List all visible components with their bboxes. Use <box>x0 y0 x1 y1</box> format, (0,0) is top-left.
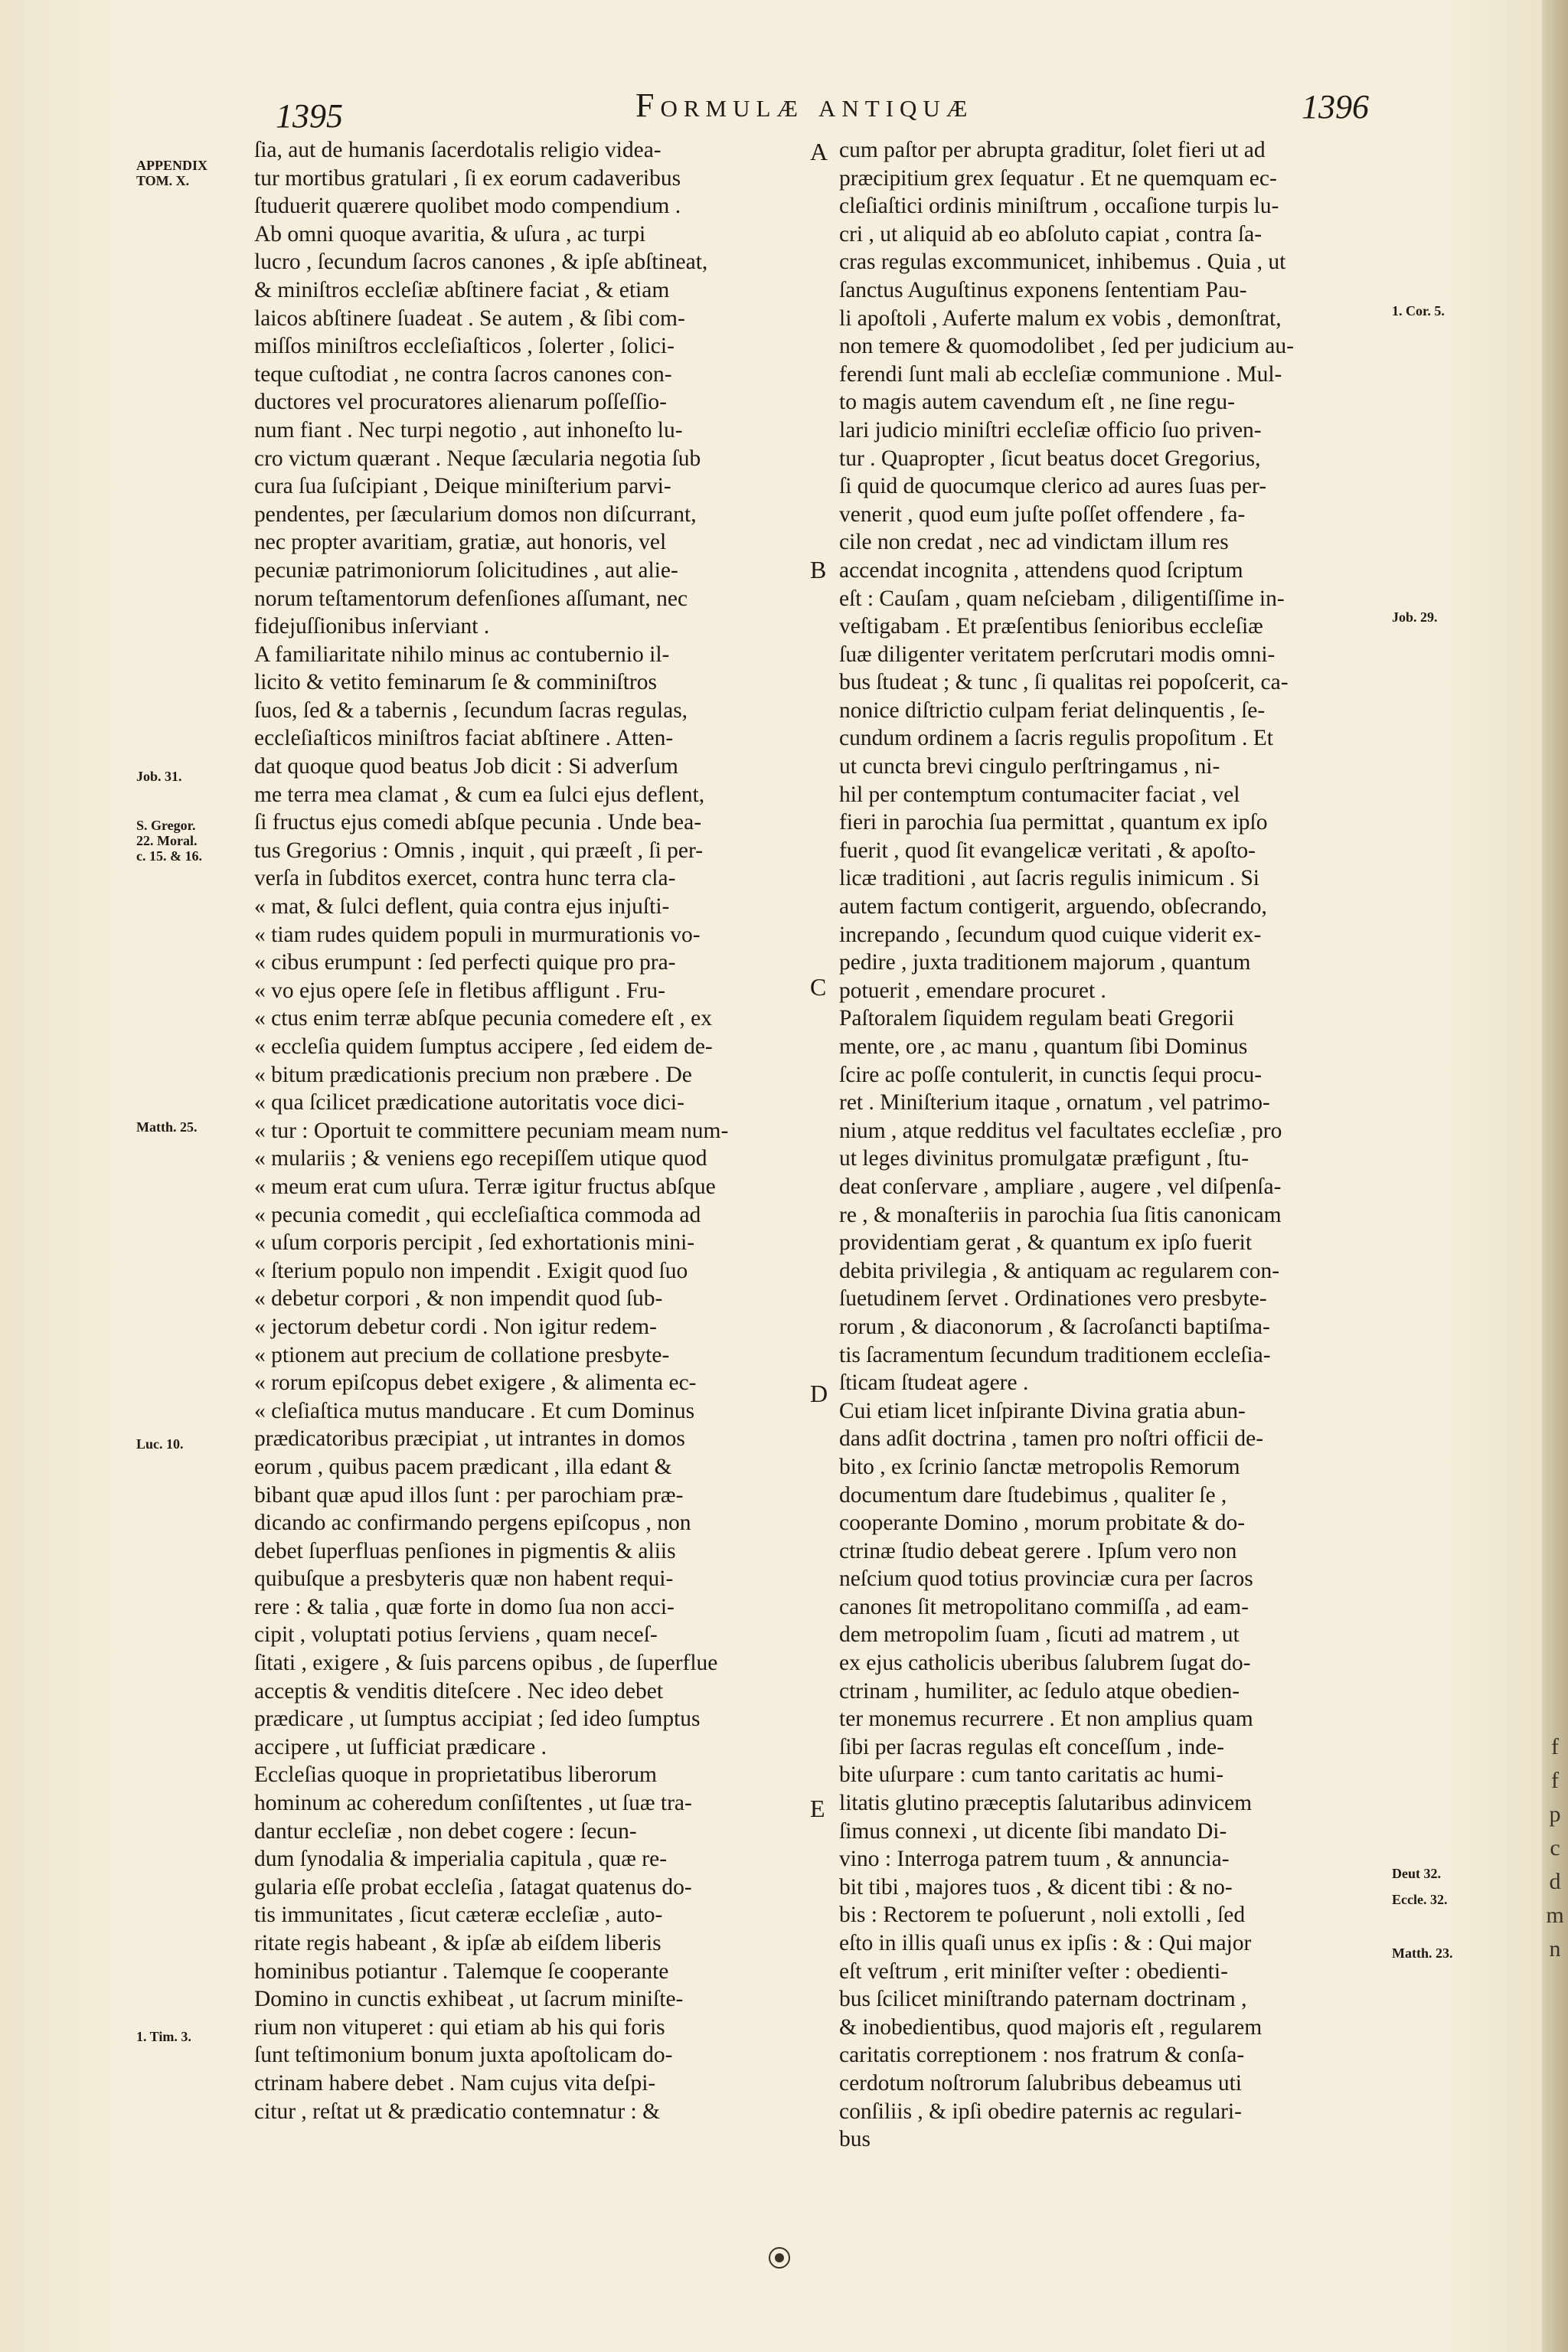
text-line: ctrinam habere debet . Nam cujus vita deſpi- <box>254 2070 656 2096</box>
text-line: « ctus enim terræ abſque pecunia comedere eſt , ex <box>254 1006 712 1031</box>
text-line: dem metropolim ſuam , ſicuti ad matrem , ut <box>839 1622 1240 1648</box>
text-line: nec propter avaritiam, gratiæ, aut honoris, vel <box>254 530 667 555</box>
text-line: debet ſuperfluas penſiones in pigmentis & aliis <box>254 1538 676 1563</box>
text-line: « ptionem aut precium de collatione presbyte- <box>254 1342 670 1367</box>
text-line: præcipitium grex ſequatur . Et ne quemquam ec- <box>839 165 1277 191</box>
text-line: ſuetudinem ſervet . Ordinationes vero presbyte- <box>839 1286 1267 1312</box>
text-line: Domino in cunctis exhibeat , ut ſacrum miniſte- <box>254 1987 684 2012</box>
text-line: cum paſtor per abrupta graditur, ſolet fieri ut ad <box>839 138 1266 162</box>
text-line: miſſos miniſtros eccleſiaſticos , ſolerter , ſolici- <box>254 334 675 359</box>
text-line: ex ejus catholicis uberibus ſalubrem ſugat do- <box>839 1651 1251 1676</box>
text-line: « bitum prædicationis precium non præbere . De <box>254 1062 692 1087</box>
text-line: bis : Rectorem te poſuerunt , noli extolli , ſed <box>839 1903 1246 1928</box>
section-letter: D <box>810 1380 828 1407</box>
text-line: acceptis & venditis diteſcere . Nec ideo debet <box>254 1678 664 1704</box>
margin-reference: Job. 31. <box>136 769 182 784</box>
margin-reference: Deut 32. <box>1392 1866 1441 1881</box>
text-line: li apoſtoli , Auferte malum ex vobis , demonſtrat, <box>839 305 1282 331</box>
text-line: bibant quæ apud illos ſunt : per parochiam præ- <box>254 1482 684 1508</box>
text-line: tus Gregorius : Omnis , inquit , qui præeſt , ſi per- <box>254 838 704 863</box>
text-line: lucro , ſecundum ſacros canones , & ipſe abſtineat, <box>254 250 708 275</box>
text-line: « eccleſia quidem ſumptus accipere , ſed eidem de- <box>254 1034 713 1059</box>
text-line: eccleſiaſticos miniſtros faciat abſtinere . Atten- <box>254 726 674 751</box>
text-line: tur mortibus gratulari , ſi ex eorum cadaveribus <box>254 165 681 191</box>
page-number-left: 1395 <box>276 97 343 135</box>
text-line: bite uſurpare : cum tanto caritatis ac humi- <box>839 1762 1224 1788</box>
text-line: nium , atque redditus vel facultates eccleſiæ , pro <box>839 1118 1282 1143</box>
text-line: teque cuſtodiat , ne contra ſacros canones con- <box>254 361 672 387</box>
margin-reference: 1. Tim. 3. <box>136 2029 191 2044</box>
left-text-column <box>254 136 813 2125</box>
text-line: ſtuduerit quærere quolibet modo compendium . <box>254 194 681 219</box>
text-line: deat conſervare , ampliare , augere , vel diſpenſa- <box>839 1174 1282 1199</box>
text-line: hil per contemptum contumaciter faciat , vel <box>839 782 1240 807</box>
text-line: gularia eſſe probat eccleſia , ſatagat quatenus do- <box>254 1874 692 1900</box>
text-line: hominibus potiantur . Talemque ſe cooperante <box>254 1958 669 1984</box>
margin-reference: Matth. 25. <box>136 1119 198 1135</box>
text-line: « jectorum debetur cordi . Non igitur redem- <box>254 1314 657 1339</box>
text-line: potuerit , emendare procuret . <box>839 978 1106 1003</box>
page-number-right: 1396 <box>1302 88 1369 126</box>
text-line: ſuos, ſed & a tabernis , ſecundum ſacras regulas, <box>254 697 688 723</box>
text-line: « tur : Oportuit te committere pecuniam meam num- <box>254 1118 729 1143</box>
text-line: pedire , juxta traditionem majorum , quantum <box>839 950 1251 975</box>
text-line: eſt veſtrum , erit miniſter veſter : obedienti- <box>839 1958 1228 1984</box>
text-line: ctrinæ ſtudio debeat gerere . Ipſum vero non <box>839 1538 1237 1563</box>
text-line: bito , ex ſcrinio ſanctæ metropolis Remorum <box>839 1454 1240 1479</box>
text-line: cras regulas excommunicet, inhibemus . Quia , ut <box>839 250 1286 275</box>
edge-glyph: d <box>1549 1869 1561 1894</box>
text-line: ſunt teſtimonium bonum juxta apoſtolicam do- <box>254 2043 673 2068</box>
text-line: bus ſcilicet miniſtrando paternam doctrinam , <box>839 1987 1247 2012</box>
text-line: ritate regis habeant , & ipſæ ab eiſdem liberis <box>254 1931 662 1955</box>
text-line: ſi quid de quocumque clerico ad aures ſuas per- <box>839 474 1267 499</box>
edge-glyph: f <box>1551 1734 1559 1759</box>
text-line: ſanctus Auguſtinus exponens ſententiam Pau- <box>839 277 1247 302</box>
adjacent-page-edge <box>1542 0 1568 2352</box>
margin-reference: S. Gregor. 22. Moral. c. 15. & 16. <box>136 818 202 864</box>
text-line: prædicare , ut ſumptus accipiat ; ſed ideo ſumptus <box>254 1707 701 1732</box>
text-line: « pecunia comedit , qui eccleſiaſtica commoda ad <box>254 1202 701 1227</box>
ornament-icon <box>769 2247 790 2269</box>
text-line: ter monemus recurrere . Et non amplius quam <box>839 1707 1253 1732</box>
text-line: cipit , voluptati potius ſerviens , quam neceſ- <box>254 1622 658 1648</box>
text-line: num fiant . Nec turpi negotio , aut inhoneſto lu- <box>254 417 683 443</box>
text-line: ferendi ſunt mali ab eccleſiæ communione . Mul- <box>839 361 1282 387</box>
text-line: dum ſynodalia & imperialia capitula , quæ re- <box>254 1847 668 1872</box>
text-line: eſt : Cauſam , quam neſciebam , diligentiſſime in- <box>839 586 1285 611</box>
text-line: ſitati , exigere , & ſuis parcens opibus , de ſuperflue <box>254 1651 718 1676</box>
text-line: Cui etiam licet inſpirante Divina gratia abun- <box>839 1398 1246 1423</box>
text-line: accipere , ut ſufficiat prædicare . <box>254 1734 547 1759</box>
text-line: rium non vituperet : qui etiam ab his qui foris <box>254 2014 665 2040</box>
page-header <box>0 86 1568 135</box>
text-line: « qua ſcilicet prædicatione autoritatis voce dici- <box>254 1090 684 1116</box>
text-line: Eccleſias quoque in proprietatibus liberorum <box>254 1762 657 1788</box>
edge-glyph: n <box>1549 1936 1561 1962</box>
text-line: ut cuncta brevi cingulo perſtringamus , ni- <box>839 754 1220 779</box>
section-letter: B <box>810 556 827 583</box>
text-line: quibuſque a presbyteris quæ non habent requi- <box>254 1566 674 1592</box>
text-line: « meum erat cum uſura. Terræ igitur fructus abſque <box>254 1174 716 1199</box>
text-line: cro victum quærant . Neque ſæcularia negotia ſub <box>254 446 701 471</box>
text-line: pendentes, per ſæcularium domos non diſcurrant, <box>254 501 697 527</box>
edge-glyphs <box>1545 1730 1565 1966</box>
text-line: prædicatoribus præcipiat , ut intrantes in domos <box>254 1426 685 1452</box>
edge-glyph: m <box>1546 1903 1564 1928</box>
text-line: hominum ac coheredum conſiſtentes , ut ſuæ tra- <box>254 1791 692 1816</box>
margin-reference: Eccle. 32. <box>1392 1892 1448 1907</box>
text-line: & miniſtros eccleſiæ abſtinere faciat , & etiam <box>254 277 670 302</box>
text-line: « mulariis ; & veniens ego recepiſſem utique quod <box>254 1146 707 1171</box>
margin-reference: 1. Cor. 5. <box>1392 303 1445 318</box>
text-line: canones ſit metropolitano commiſſa , ad eam- <box>839 1594 1249 1619</box>
text-line: « ſterium populo non impendit . Exigit quod ſuo <box>254 1258 688 1283</box>
text-line: fuerit , quod ſit evangelicæ veritati , & apoſto- <box>839 838 1256 863</box>
text-line: citur , reſtat ut & prædicatio contemnatur : & <box>254 2099 661 2124</box>
text-line: cerdotum noſtrorum ſalubribus debeamus uti <box>839 2070 1242 2096</box>
margin-reference: APPENDIX TOM. X. <box>136 158 207 188</box>
text-line: « cibus erumpunt : ſed perfecti quique pro pra- <box>254 950 676 975</box>
text-line: me terra mea clamat , & cum ea ſulci ejus deflent, <box>254 782 705 807</box>
text-line: « cleſiaſtica mutus manducare . Et cum Dominus <box>254 1398 695 1423</box>
text-line: ſticam ſtudeat agere . <box>839 1370 1029 1396</box>
text-line: neſcium quod totius provinciæ cura per ſacros <box>839 1566 1253 1592</box>
text-line: licæ traditioni , aut ſacris regulis inimicum . Si <box>839 866 1259 891</box>
text-line: tis ſacramentum ſecundum traditionem eccleſia- <box>839 1342 1271 1367</box>
text-line: re , & monaſteriis in parochia ſua ſitis canonicam <box>839 1202 1282 1227</box>
text-line: to magis autem cavendum eſt , ne ſine regu- <box>839 390 1235 415</box>
text-line: bus <box>839 2127 871 2152</box>
text-line: eorum , quibus pacem prædicant , illa edant & <box>254 1454 672 1479</box>
text-line: litatis glutino præceptis ſalutaribus adinvicem <box>839 1791 1253 1816</box>
text-line: rere : & talia , quæ forte in domo ſua non acci- <box>254 1594 675 1619</box>
text-line: vino : Interroga patrem tuum , & annuncia- <box>839 1847 1230 1872</box>
text-line: rorum , & diaconorum , & ſacroſancti baptiſma- <box>839 1314 1270 1339</box>
text-line: eſto in illis quaſi unus ex ipſis : & : Qui major <box>839 1931 1252 1955</box>
text-line: dans adſit doctrina , tamen pro noſtri officii de- <box>839 1426 1264 1452</box>
edge-glyph: c <box>1550 1835 1560 1860</box>
edge-glyph: f <box>1551 1768 1559 1793</box>
text-line: caritatis correptionem : nos fratrum & conſa- <box>839 2043 1245 2068</box>
text-line: debita privilegia , & antiquam ac regularem con- <box>839 1258 1280 1283</box>
text-line: dat quoque quod beatus Job dicit : Si adverſum <box>254 754 678 779</box>
text-line: veſtigabam . Et præſentibus ſenioribus eccleſiæ <box>839 614 1263 639</box>
running-title: Formulæ antiquæ <box>635 87 974 124</box>
text-line: cile non credat , nec ad vindictam illum res <box>839 530 1229 555</box>
text-line: tis immunitates , ſicut cæteræ eccleſiæ , auto- <box>254 1903 663 1928</box>
text-line: ſimus connexi , ut dicente ſibi mandato Di- <box>839 1818 1227 1844</box>
text-line: dantur eccleſiæ , non debet cogere : ſecun- <box>254 1818 637 1844</box>
text-line: « debetur corpori , & non impendit quod ſub- <box>254 1286 663 1312</box>
margin-reference: Luc. 10. <box>136 1436 184 1452</box>
text-line: laicos abſtinere ſuadeat . Se autem , & ſibi com- <box>254 305 685 331</box>
text-line: venerit , quod eum juſte poſſet offendere , fa- <box>839 501 1246 527</box>
text-line: Paſtoralem ſiquidem regulam beati Gregorii <box>839 1006 1235 1031</box>
text-line: lari judicio miniſtri eccleſiæ officio ſuo priven- <box>839 417 1262 443</box>
text-line: bit tibi , majores tuos , & dicent tibi : & no- <box>839 1874 1233 1900</box>
text-line: « uſum corporis percipit , ſed exhortationis mini- <box>254 1230 695 1256</box>
text-line: ductores vel procuratores alienarum poſſeſſio- <box>254 390 667 415</box>
text-line: ctrinam , humiliter, ac ſedulo atque obedien- <box>839 1678 1240 1704</box>
text-line: cri , ut aliquid ab eo abſoluto capiat , contra ſa- <box>839 221 1263 247</box>
section-letter: E <box>810 1795 825 1822</box>
right-text-column <box>839 136 1426 2154</box>
margin-reference: Matth. 23. <box>1392 1945 1453 1961</box>
text-line: accendat incognita , attendens quod ſcriptum <box>839 557 1243 583</box>
text-line: ſi fructus ejus comedi abſque pecunia . Unde bea- <box>254 810 702 835</box>
text-line: A familiaritate nihilo minus ac contubernio il- <box>254 642 670 667</box>
text-line: ſia, aut de humanis ſacerdotalis religio videa- <box>254 138 662 162</box>
edge-glyph: p <box>1549 1802 1561 1827</box>
text-line: « mat, & ſulci deflent, quia contra ejus injuſti- <box>254 894 670 920</box>
text-line: cleſiaſtici ordinis miniſtrum , occaſione turpis lu- <box>839 194 1279 219</box>
text-line: fieri in parochia ſua permittat , quantum ex ipſo <box>839 810 1268 835</box>
text-line: fidejuſſionibus inſerviant . <box>254 614 490 639</box>
text-line: increpando , ſecundum quod cuique viderit ex- <box>839 922 1262 947</box>
text-line: verſa in ſubditos exercet, contra hunc terra cla- <box>254 866 676 891</box>
text-line: « rorum epiſcopus debet exigere , & alimenta ec- <box>254 1370 697 1396</box>
text-line: documentum dare ſtudebimus , qualiter ſe , <box>839 1482 1227 1508</box>
text-line: cura ſua ſuſcipiant , Deique miniſterium parvi- <box>254 474 671 499</box>
margin-reference: Job. 29. <box>1392 609 1438 625</box>
text-line: conſiliis , & ipſi obedire paternis ac regulari- <box>839 2099 1242 2124</box>
text-line: dicando ac confirmando pergens epiſcopus , non <box>254 1511 691 1536</box>
text-line: Ab omni quoque avaritia, & uſura , ac turpi <box>254 221 646 247</box>
text-line: tur . Quapropter , ſicut beatus docet Gregorius, <box>839 446 1261 471</box>
text-line: bus ſtudeat ; & tunc , ſi qualitas rei popoſcerit, ca- <box>839 670 1289 695</box>
text-line: ſcire ac poſſe contulerit, in cunctis ſequi procu- <box>839 1062 1263 1087</box>
section-letter: C <box>810 973 827 1001</box>
text-line: « tiam rudes quidem populi in murmurationis vo- <box>254 922 701 947</box>
text-line: norum teſtamentorum defenſiones aſſumant, nec <box>254 586 688 611</box>
text-line: ut leges divinitus promulgatæ præfigunt , ſtu- <box>839 1146 1250 1171</box>
text-line: nonice diſtrictio culpam feriat delinquentis , ſe- <box>839 697 1266 723</box>
text-line: cooperante Domino , morum probitate & do- <box>839 1511 1246 1536</box>
text-line: autem factum contigerit, arguendo, obſecrando, <box>839 894 1267 920</box>
text-line: cundum ordinem a ſacris regulis propoſitum . Et <box>839 726 1273 751</box>
text-line: mente, ore , ac manu , quantum ſibi Dominus <box>839 1034 1248 1059</box>
text-line: & inobedientibus, quod majoris eſt , regularem <box>839 2014 1263 2040</box>
text-line: ret . Miniſterium itaque , ornatum , vel patrimo- <box>839 1090 1270 1116</box>
text-line: ſibi per ſacras regulas eſt conceſſum , inde- <box>839 1734 1224 1759</box>
text-line: non temere & quomodolibet , ſed per judicium au- <box>839 334 1294 359</box>
text-line: providentiam gerat , & quantum ex ipſo fuerit <box>839 1230 1253 1256</box>
text-line: ſuæ diligenter veritatem perſcrutari modis omni- <box>839 642 1276 667</box>
section-letter: A <box>810 138 828 165</box>
text-line: pecuniæ patrimoniorum ſolicitudines , aut alie- <box>254 557 678 583</box>
text-line: « vo ejus opere ſeſe in fletibus affligunt . Fru- <box>254 978 665 1003</box>
text-line: licito & vetito feminarum ſe & comminiſtros <box>254 670 657 695</box>
